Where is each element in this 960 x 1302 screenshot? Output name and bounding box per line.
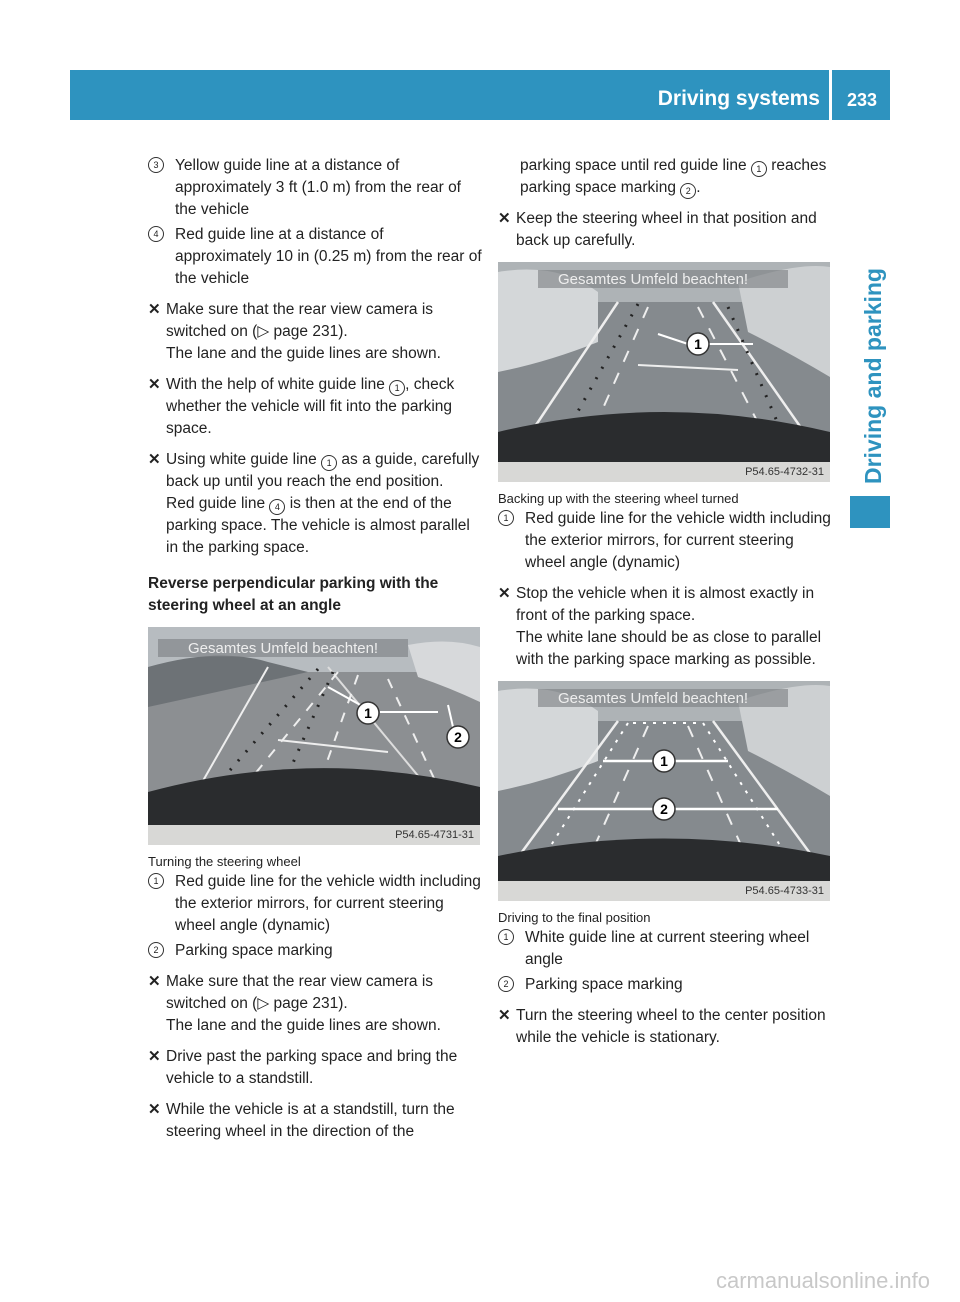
right-column	[498, 155, 833, 1049]
callout-marker: 1	[389, 380, 405, 396]
callout-1: 1	[364, 705, 372, 721]
instruction-step: ✕ Using white guide line 1 as a guide, carefully back up until you reach the end position. Red guide line 4 is then at the end of the parking space. The vehicle is almost parallel in the parking space.	[148, 451, 480, 556]
section-title: Driving systems	[657, 87, 820, 110]
page-reference-link[interactable]: ▷ page 231	[257, 323, 339, 340]
callout-1: 1	[660, 753, 668, 769]
figure-caption: Backing up with the steering wheel turned	[498, 491, 739, 506]
callout-marker: 4	[269, 499, 285, 515]
header-divider	[829, 70, 832, 120]
rear-camera-view	[498, 681, 830, 881]
legend-item-2: 2 Parking space marking	[148, 940, 483, 962]
step-arrow-icon: ✕	[498, 1007, 511, 1024]
section-heading: Reverse perpendicular parking with the steering wheel at an angle	[148, 575, 439, 614]
continued-step-text: parking space until red guide line 1 reaches parking space marking 2 .	[498, 155, 833, 199]
step-arrow-icon: ✕	[148, 1101, 161, 1118]
callout-1: 1	[694, 336, 702, 352]
callout-marker: 2	[148, 942, 164, 958]
legend-item-3	[148, 155, 483, 221]
page-number: 233	[846, 90, 878, 110]
instruction-step: ✕ Keep the steering wheel in that position and back up carefully.	[498, 210, 817, 249]
legend-item-2: 2 Parking space marking	[498, 974, 833, 996]
legend-item-4	[148, 224, 483, 290]
instruction-step: ✕ Turn the steering wheel to the center position while the vehicle is stationary.	[498, 1007, 826, 1046]
camera-banner: Gesamtes Umfeld beachten!	[558, 271, 749, 288]
legend-text: Red guide line at a distance of approximately 10 in (0.25 m) from the rear of the vehicle	[175, 226, 482, 287]
instruction-step: ✕ While the vehicle is at a standstill, turn the steering wheel in the direction of the	[148, 1101, 455, 1140]
page-reference-link[interactable]: ▷ page 231	[257, 995, 339, 1012]
camera-image-turning	[148, 627, 480, 845]
step-arrow-icon: ✕	[148, 1048, 161, 1065]
instruction-step: ✕ Drive past the parking space and bring the vehicle to a standstill.	[148, 1048, 458, 1087]
legend-text: Yellow guide line at a distance of approximately 3 ft (1.0 m) from the rear of the vehicle	[175, 157, 461, 218]
callout-marker: 1	[498, 929, 514, 945]
rear-camera-view	[498, 262, 830, 462]
callout-marker: 2	[680, 183, 696, 199]
chapter-tab	[850, 496, 890, 528]
step-arrow-icon: ✕	[148, 301, 161, 318]
callout-2: 2	[454, 729, 462, 745]
callout-marker: 1	[498, 510, 514, 526]
instruction-step: ✕ Make sure that the rear view camera is switched on (▷ page 231). The lane and the guide lines are shown.	[148, 301, 441, 362]
callout-marker: 1	[148, 873, 164, 889]
camera-banner: Gesamtes Umfeld beachten!	[558, 690, 749, 707]
legend-item-1: 1 Red guide line for the vehicle width including the exterior mirrors, for current steering wheel angle (dynamic)	[498, 508, 833, 574]
figure-id: P54.65-4733-31	[745, 885, 824, 897]
watermark: carmanualsonline.info	[715, 1268, 930, 1293]
step-arrow-icon: ✕	[498, 585, 511, 602]
rear-camera-view	[148, 627, 480, 825]
legend-item-1: 1 Red guide line for the vehicle width including the exterior mirrors, for current steering wheel angle (dynamic)	[148, 871, 483, 937]
step-arrow-icon: ✕	[148, 376, 161, 393]
camera-image-final	[498, 681, 830, 901]
callout-marker: 3	[148, 157, 164, 173]
instruction-step: ✕ With the help of white guide line 1 , check whether the vehicle will fit into the parking space.	[148, 376, 455, 437]
figure-id: P54.65-4731-31	[395, 829, 474, 841]
callout-marker: 1	[321, 455, 337, 471]
step-arrow-icon: ✕	[148, 973, 161, 990]
step-arrow-icon: ✕	[498, 210, 511, 227]
page-header	[70, 70, 890, 120]
camera-banner: Gesamtes Umfeld beachten!	[188, 640, 379, 657]
figure-caption: Driving to the final position	[498, 910, 651, 925]
instruction-step: ✕ Stop the vehicle when it is almost exactly in front of the parking space. The white lane should be as close to parallel with the parking space marking as possible.	[498, 585, 822, 668]
instruction-step: ✕ Make sure that the rear view camera is switched on (▷ page 231). The lane and the guide lines are shown.	[148, 973, 441, 1034]
callout-marker: 1	[751, 161, 767, 177]
legend-item-1: 1 White guide line at current steering wheel angle	[498, 927, 833, 971]
left-column	[148, 155, 483, 1143]
step-arrow-icon: ✕	[148, 451, 161, 468]
figure-id: P54.65-4732-31	[745, 466, 824, 478]
figure-caption: Turning the steering wheel	[148, 854, 301, 869]
callout-marker: 4	[148, 226, 164, 242]
chapter-side-label: Driving and parking	[860, 268, 886, 484]
camera-image-backing	[498, 262, 830, 482]
callout-marker: 2	[498, 976, 514, 992]
callout-2: 2	[660, 801, 668, 817]
